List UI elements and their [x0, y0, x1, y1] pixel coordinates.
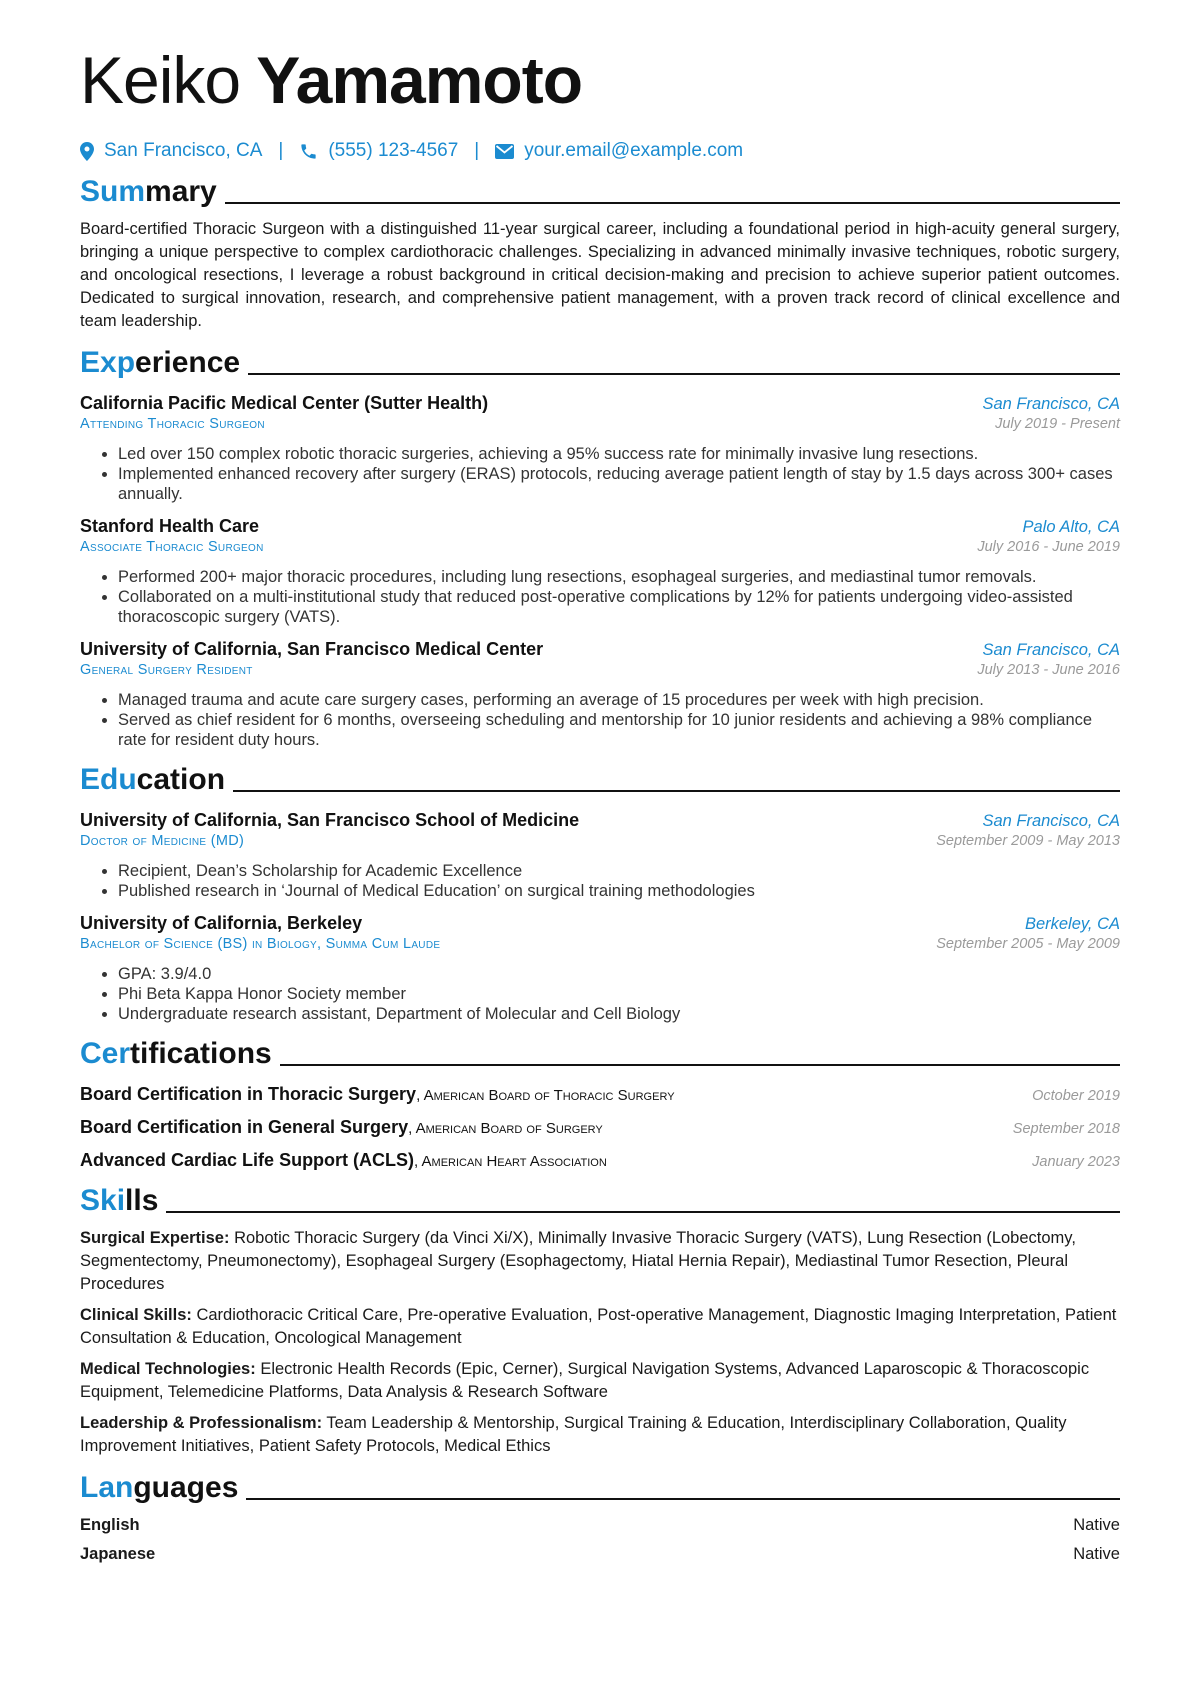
- language-name: Japanese: [80, 1545, 156, 1563]
- job-title: Associate Thoracic Surgeon: [80, 539, 264, 555]
- section-rule: [225, 202, 1120, 204]
- language-name: English: [80, 1516, 140, 1534]
- summary-text: Board-certified Thoracic Surgeon with a distinguished 11-year surgical career, including a foundational period in high-acuity general surgery, bringing a unique perspective to complex cardiothoracic challenges. Specializing in advanced minimally invasive techniques, robotic surgery, and oncological resections, I leverage a robust background in critical decision-making and precision to achieve superior patient outcomes. Dedicated to surgical innovation, research, and comprehensive patient management, with a proven track record of clinical excellence and team leadership.: [80, 220, 1120, 330]
- skill-group-text: Robotic Thoracic Surgery (da Vinci Xi/X), Minimally Invasive Thoracic Surgery (VATS), Lung Resection (Lobectomy, Segmentectomy, Pneumonectomy), Esophageal Surgery (Esophagectomy, Hiatal Hernia Repair), Mediastinal Tumor Resection, Pleural Procedures: [80, 1229, 1076, 1293]
- employer-location: San Francisco, CA: [982, 395, 1120, 413]
- section-title: [80, 174, 217, 210]
- certification-issuer: , American Board of Surgery: [408, 1120, 603, 1137]
- section-rule: [280, 1064, 1120, 1066]
- job-title: Attending Thoracic Surgeon: [80, 416, 265, 432]
- experience-entry: [80, 393, 1120, 504]
- degree: Bachelor of Science (BS) in Biology, Summa Cum Laude: [80, 936, 441, 952]
- employer-location: San Francisco, CA: [982, 641, 1120, 659]
- certification-date: September 2018: [1012, 1121, 1120, 1137]
- certification-issuer: , American Board of Thoracic Surgery: [416, 1087, 675, 1104]
- section-rule: [166, 1211, 1120, 1213]
- job-dates: July 2019 - Present: [995, 416, 1120, 432]
- section-languages-heading: [80, 1470, 1120, 1506]
- education-detail-item: • GPA: 3.9/4.0: [118, 964, 1120, 984]
- section-title: [80, 1183, 158, 1219]
- section-title: [80, 345, 240, 381]
- job-dates: July 2013 - June 2016: [977, 662, 1120, 678]
- skill-group: [80, 1227, 1120, 1296]
- language-level: Native: [1073, 1516, 1120, 1534]
- section-skills-heading: [80, 1183, 1120, 1219]
- section-title-accent: Ski: [80, 1184, 126, 1217]
- section-experience-heading: [80, 345, 1120, 381]
- job-title: General Surgery Resident: [80, 662, 253, 678]
- education-detail-item: • Recipient, Dean’s Scholarship for Academic Excellence: [118, 861, 1120, 881]
- certification-row: [80, 1150, 1120, 1171]
- resume-page: [80, 40, 1120, 1564]
- degree: Doctor of Medicine (MD): [80, 833, 245, 849]
- achievement-item: • Implemented enhanced recovery after surgery (ERAS) protocols, reducing average patient length of stay by 1.5 days across 300+ cases annually.: [118, 464, 1120, 504]
- achievement-item: • Led over 150 complex robotic thoracic surgeries, achieving a 95% success rate for minimally invasive lung resections.: [118, 444, 1120, 464]
- section-title-accent: Cer: [80, 1037, 131, 1070]
- education-details: [80, 964, 1120, 1024]
- employer-name: California Pacific Medical Center (Sutter Health): [80, 393, 489, 413]
- candidate-name: [80, 40, 1120, 120]
- school-name: University of California, San Francisco School of Medicine: [80, 810, 580, 830]
- section-title-rest: cation: [136, 763, 226, 796]
- achievement-item: • Served as chief resident for 6 months, overseeing scheduling and mentorship for 10 junior residents and achieving a 98% compliance rate for resident duty hours.: [118, 710, 1120, 750]
- section-title-rest: tifications: [130, 1037, 272, 1070]
- education-entry: [80, 913, 1120, 1024]
- section-title-rest: lls: [125, 1184, 159, 1217]
- skill-group: [80, 1412, 1120, 1458]
- email-text: your.email@example.com: [524, 140, 744, 161]
- section-rule: [233, 790, 1120, 792]
- achievement-item: • Performed 200+ major thoracic procedures, including lung resections, esophageal surgeries, and mediastinal tumor removals.: [118, 567, 1120, 587]
- education-detail-item: • Phi Beta Kappa Honor Society member: [118, 984, 1120, 1004]
- certification-date: January 2023: [1032, 1154, 1120, 1170]
- section-title: [80, 1470, 238, 1506]
- skill-group-label: Surgical Expertise:: [80, 1229, 230, 1247]
- education-entry: [80, 810, 1120, 901]
- section-title-accent: Sum: [80, 175, 146, 208]
- section-education-heading: [80, 762, 1120, 798]
- section-title-accent: Edu: [80, 763, 137, 796]
- experience-entry: [80, 639, 1120, 750]
- employer-name: Stanford Health Care: [80, 516, 260, 536]
- skill-group: [80, 1358, 1120, 1404]
- section-summary-heading: [80, 174, 1120, 210]
- education-detail-item: • Undergraduate research assistant, Department of Molecular and Cell Biology: [118, 1004, 1120, 1024]
- certification-issuer: , American Heart Association: [414, 1153, 607, 1170]
- map-pin-icon: [80, 142, 94, 161]
- section-title-rest: guages: [133, 1471, 239, 1504]
- last-name: Yamamoto: [256, 43, 583, 117]
- location-text: San Francisco, CA: [104, 140, 263, 161]
- education-detail-item: • Published research in ‘Journal of Medical Education’ on surgical training methodologies: [118, 881, 1120, 901]
- certification-name: Board Certification in Thoracic Surgery: [80, 1084, 417, 1104]
- section-title: [80, 1036, 272, 1072]
- first-name: Keiko: [80, 43, 241, 117]
- phone-icon: [299, 142, 318, 161]
- language-row: [80, 1516, 1120, 1535]
- study-dates: September 2005 - May 2009: [936, 936, 1120, 952]
- skill-group-text: Electronic Health Records (Epic, Cerner), Surgical Navigation Systems, Advanced Laparoscopic & Thoracoscopic Equipment, Telemedicine Platforms, Data Analysis & Research Software: [80, 1360, 1090, 1401]
- achievement-list: [80, 567, 1120, 627]
- school-location: San Francisco, CA: [982, 812, 1120, 830]
- section-title-accent: Lan: [80, 1471, 134, 1504]
- contact-phone[interactable]: [299, 140, 458, 162]
- section-rule: [248, 373, 1120, 375]
- certification-name: Board Certification in General Surgery: [80, 1117, 409, 1137]
- contact-separator: |: [474, 140, 480, 161]
- achievement-list: [80, 444, 1120, 504]
- certification-row: [80, 1084, 1120, 1105]
- skill-group-label: Clinical Skills:: [80, 1306, 192, 1324]
- skill-group-label: Medical Technologies:: [80, 1360, 256, 1378]
- skill-group-text: Cardiothoracic Critical Care, Pre-operative Evaluation, Post-operative Management, Diagnostic Imaging Interpretation, Patient Consultation & Education, Oncological Management: [80, 1306, 1117, 1347]
- school-name: University of California, Berkeley: [80, 913, 363, 933]
- achievement-item: • Collaborated on a multi-institutional study that reduced post-operative complications by 12% for patients undergoing video-assisted thoracoscopic surgery (VATS).: [118, 587, 1120, 627]
- section-rule: [246, 1498, 1120, 1500]
- employer-location: Palo Alto, CA: [1022, 518, 1120, 536]
- language-level: Native: [1073, 1545, 1120, 1563]
- school-location: Berkeley, CA: [1024, 915, 1120, 933]
- contact-bar: [80, 140, 1120, 162]
- achievement-item: • Managed trauma and acute care surgery cases, performing an average of 15 procedures per week with high precision.: [118, 690, 1120, 710]
- skill-group-text: Team Leadership & Mentorship, Surgical Training & Education, Interdisciplinary Collaboration, Quality Improvement Initiatives, Patient Safety Protocols, Medical Ethics: [80, 1414, 1067, 1455]
- certification-date: October 2019: [1032, 1088, 1120, 1104]
- certification-name: Advanced Cardiac Life Support (ACLS): [80, 1150, 415, 1170]
- section-title-accent: Exp: [80, 346, 136, 379]
- education-details: [80, 861, 1120, 901]
- skill-group: [80, 1304, 1120, 1350]
- envelope-icon: [495, 144, 514, 159]
- contact-separator: |: [278, 140, 284, 161]
- experience-entry: [80, 516, 1120, 627]
- section-title-rest: erience: [135, 346, 241, 379]
- contact-email[interactable]: [495, 140, 743, 162]
- contact-location: [80, 140, 262, 162]
- employer-name: University of California, San Francisco Medical Center: [80, 639, 544, 659]
- study-dates: September 2009 - May 2013: [936, 833, 1120, 849]
- section-title: [80, 762, 225, 798]
- achievement-list: [80, 690, 1120, 750]
- phone-text: (555) 123-4567: [328, 140, 459, 161]
- section-title-rest: mary: [145, 175, 217, 208]
- skill-group-label: Leadership & Professionalism:: [80, 1414, 323, 1432]
- section-certifications-heading: [80, 1036, 1120, 1072]
- job-dates: July 2016 - June 2019: [977, 539, 1120, 555]
- certification-row: [80, 1117, 1120, 1138]
- language-row: [80, 1545, 1120, 1564]
